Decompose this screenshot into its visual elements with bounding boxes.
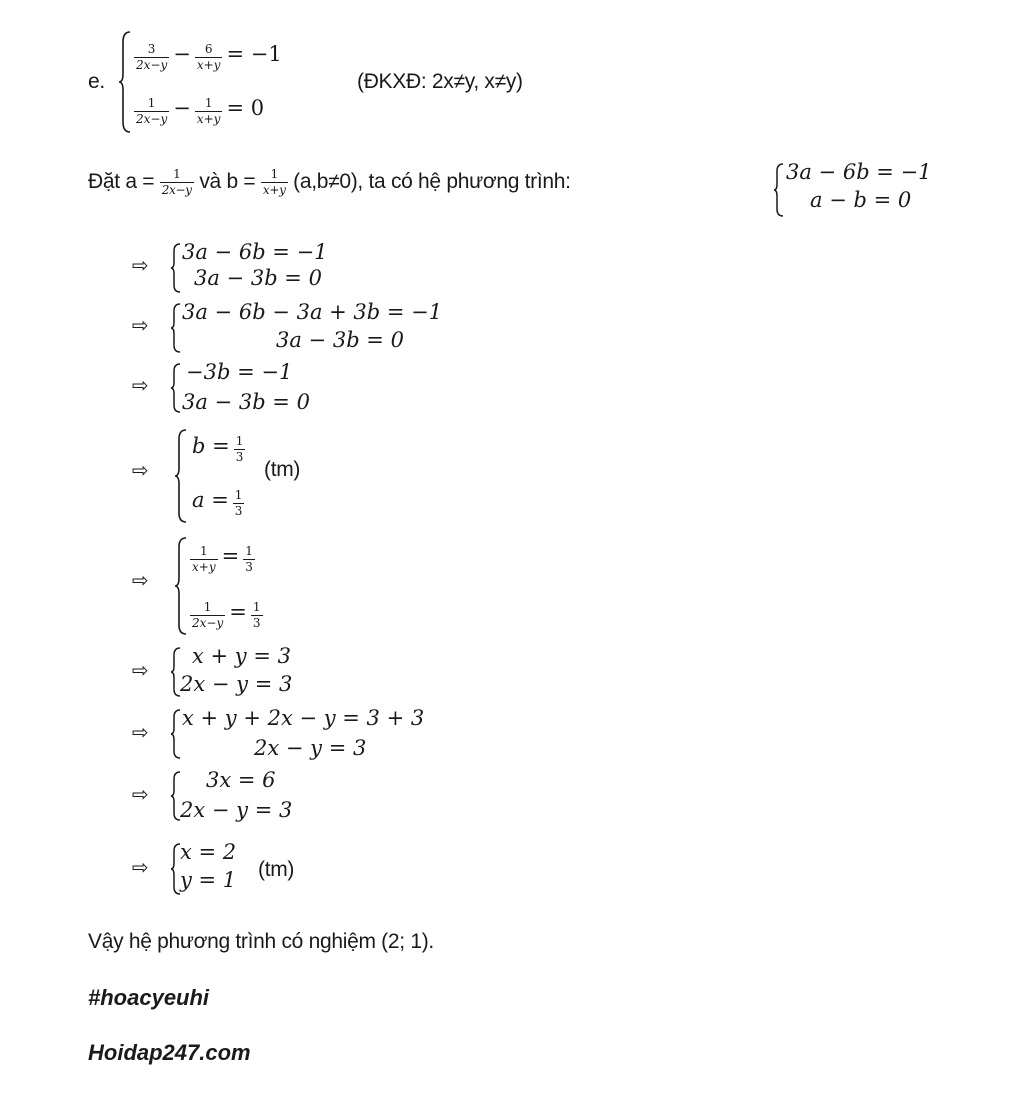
system-brace-icon xyxy=(174,536,188,636)
step-8-eq-2: 2x − y = 3 xyxy=(180,798,293,822)
implies-arrow-icon: ⇨ xyxy=(132,720,149,744)
conclusion-text: Vậy hệ phương trình có nghiệm (2; 1). xyxy=(88,930,434,953)
system-brace-icon xyxy=(118,30,132,134)
substituted-eq-2: a − b = 0 xyxy=(810,188,912,212)
implies-arrow-icon: ⇨ xyxy=(132,782,149,806)
substituted-eq-1: 3a − 6b = −1 xyxy=(786,160,932,184)
step-6-eq-1: x + y = 3 xyxy=(192,644,291,668)
original-eq-2: $\frac{1}{2x-y}$ − $\frac{1}{x+y}$ = 0 xyxy=(136,95,265,126)
step-5-eq-1: $\frac{1}{x+y}$ = $\frac{1}{3}$ xyxy=(192,543,253,574)
step-4-eq-1: b = $\frac{1}{3}$ xyxy=(192,433,244,464)
step-2-eq-1: 3a − 6b − 3a + 3b = −1 xyxy=(182,300,443,324)
system-brace-icon xyxy=(174,428,188,524)
implies-arrow-icon: ⇨ xyxy=(132,458,149,482)
step-7-eq-1: x + y + 2x − y = 3 + 3 xyxy=(182,706,425,730)
system-brace-icon xyxy=(773,162,785,218)
step-9-eq-1: x = 2 xyxy=(180,840,237,864)
substitution-line: Đặt a = $\frac{1}{2x-y}$ và b = $\frac{1}{x+y}$ (a,b≠0), ta có hệ phương trình: xyxy=(88,166,571,197)
step-6-eq-2: 2x − y = 3 xyxy=(180,672,293,696)
step-2-eq-2: 3a − 3b = 0 xyxy=(276,328,404,352)
hashtag-text: #hoacyeuhi xyxy=(88,985,210,1010)
step-5-eq-2: $\frac{1}{2x-y}$ = $\frac{1}{3}$ xyxy=(192,599,261,630)
step-4-note: (tm) xyxy=(264,458,301,481)
implies-arrow-icon: ⇨ xyxy=(132,253,149,277)
step-1-eq-2: 3a − 3b = 0 xyxy=(194,266,322,290)
original-eq-1: $\frac{3}{2x-y}$ − $\frac{6}{x+y}$ = −1 xyxy=(136,41,282,72)
system-brace-icon xyxy=(170,242,182,294)
step-4-eq-2: a = $\frac{1}{3}$ xyxy=(192,487,243,518)
step-9-eq-2: y = 1 xyxy=(180,868,237,892)
step-7-eq-2: 2x − y = 3 xyxy=(254,736,367,760)
site-name: Hoidap247.com xyxy=(88,1040,251,1065)
step-9-note: (tm) xyxy=(258,858,295,881)
step-3-eq-2: 3a − 3b = 0 xyxy=(182,390,310,414)
implies-arrow-icon: ⇨ xyxy=(132,373,149,397)
system-brace-icon xyxy=(170,708,182,760)
implies-arrow-icon: ⇨ xyxy=(132,568,149,592)
step-3-eq-1: −3b = −1 xyxy=(186,360,293,384)
step-1-eq-1: 3a − 6b = −1 xyxy=(182,240,328,264)
system-brace-icon xyxy=(170,302,182,354)
system-brace-icon xyxy=(170,362,182,414)
domain-condition: (ĐKXĐ: 2x≠y, x≠y) xyxy=(357,70,523,93)
implies-arrow-icon: ⇨ xyxy=(132,313,149,337)
implies-arrow-icon: ⇨ xyxy=(132,855,149,879)
implies-arrow-icon: ⇨ xyxy=(132,658,149,682)
part-label: e. xyxy=(88,70,105,93)
step-8-eq-1: 3x = 6 xyxy=(206,768,276,792)
